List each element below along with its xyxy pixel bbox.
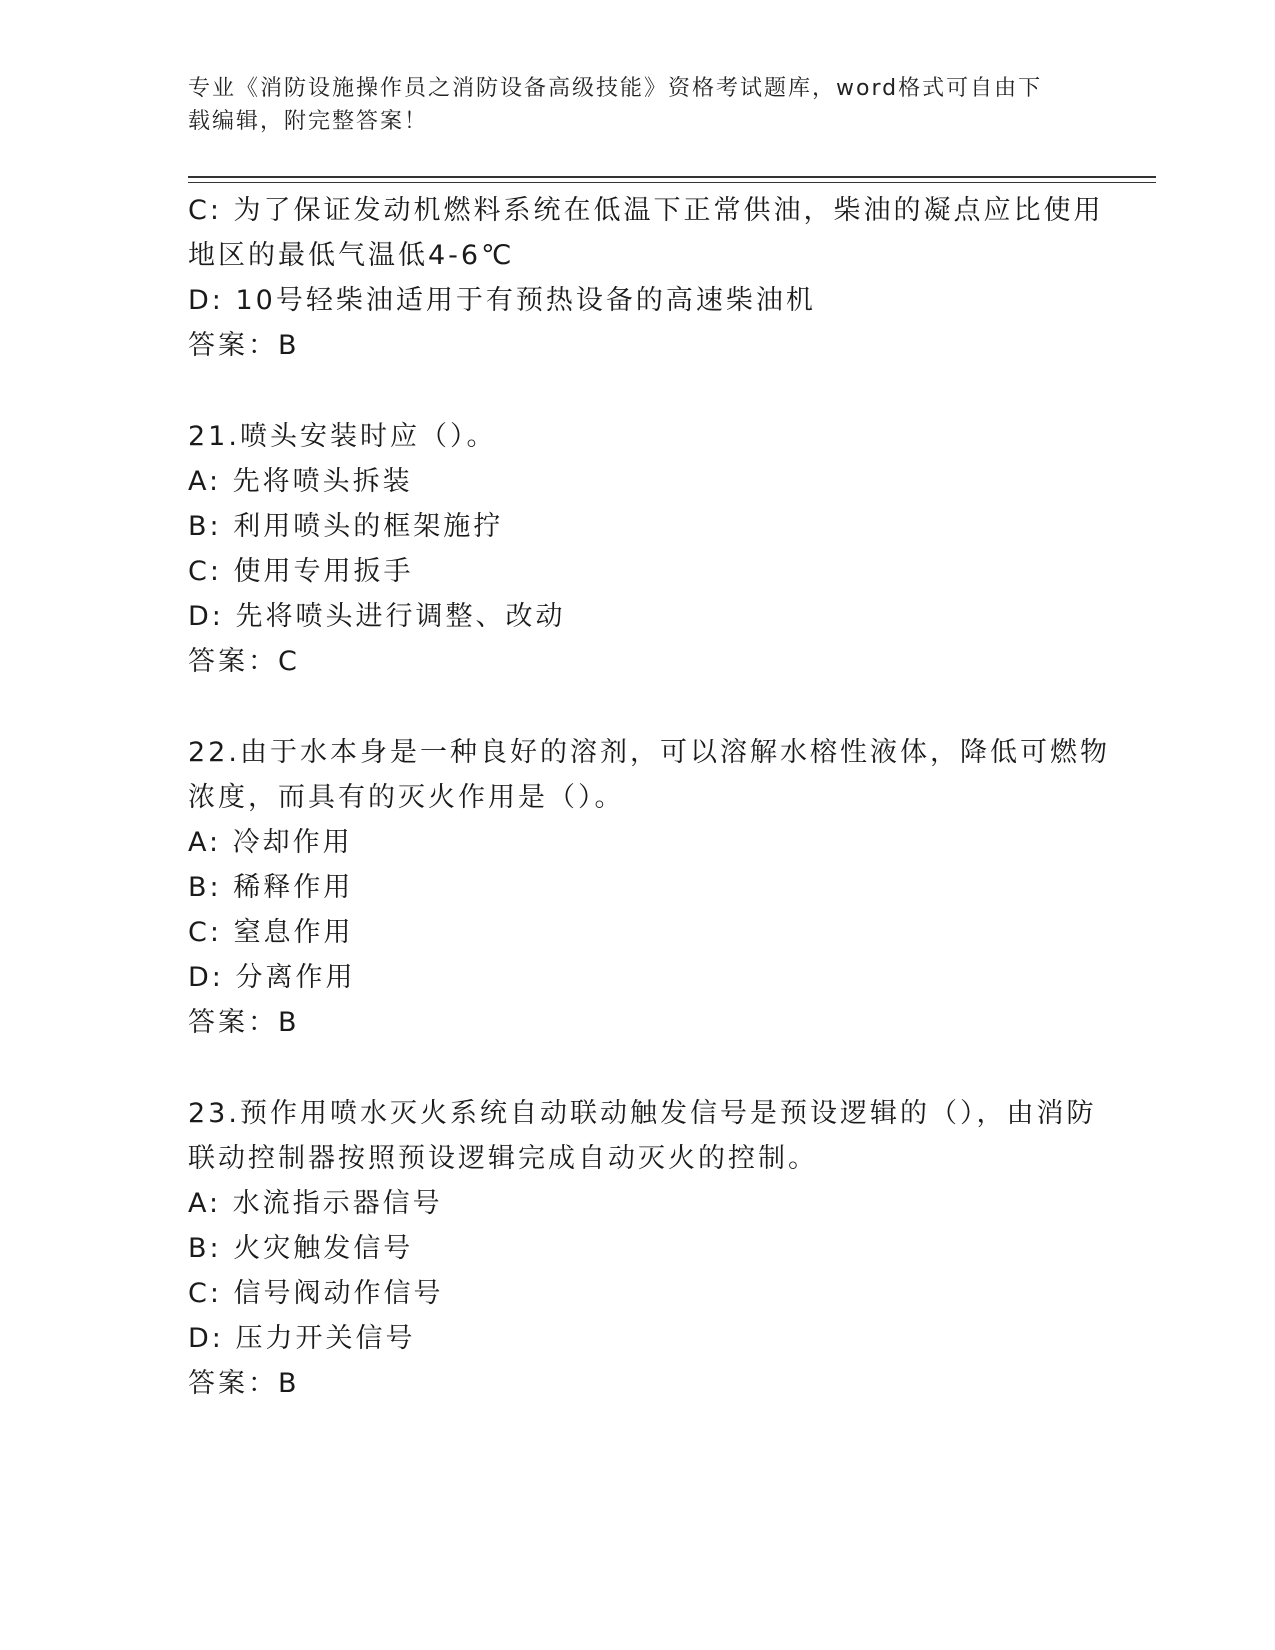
question-stem-line-2: 浓度，而具有的灭火作用是（）。 [188, 782, 625, 813]
option-a: A: 水流指示器信号 [188, 1188, 443, 1219]
option-c: C: 使用专用扳手 [188, 556, 414, 587]
question-stem-line-1: 23.预作用喷水灭火系统自动联动触发信号是预设逻辑的（），由消防 [188, 1098, 1097, 1129]
header-divider-thick [188, 176, 1156, 178]
header-line-2: 载编辑，附完整答案！ [188, 109, 429, 134]
answer-line: 答案：B [188, 1007, 300, 1038]
option-b: B: 稀释作用 [188, 872, 354, 903]
option-b: B: 火灾触发信号 [188, 1233, 414, 1264]
spacer [188, 368, 1088, 414]
answer-line: 答案：B [188, 330, 300, 361]
question-22 [188, 730, 1110, 1045]
header-line-1: 专业《消防设施操作员之消防设备高级技能》资格考试题库，word格式可自由下 [188, 76, 1043, 101]
option-d: D: 分离作用 [188, 962, 356, 993]
question-stem-line-2: 联动控制器按照预设逻辑完成自动灭火的控制。 [188, 1143, 818, 1174]
document-header [188, 72, 1068, 138]
option-c: C: 信号阀动作信号 [188, 1278, 444, 1309]
spacer [188, 684, 1088, 730]
spacer [188, 1045, 1088, 1091]
answer-line: 答案：B [188, 1368, 300, 1399]
option-b: B: 利用喷头的框架施拧 [188, 511, 504, 542]
option-d: D: 先将喷头进行调整、改动 [188, 601, 566, 632]
option-a: A: 先将喷头拆装 [188, 466, 413, 497]
option-c-line-1: C: 为了保证发动机燃料系统在低温下正常供油，柴油的凝点应比使用 [188, 195, 1104, 226]
question-stem-line-1: 22.由于水本身是一种良好的溶剂，可以溶解水榕性液体，降低可燃物 [188, 737, 1110, 768]
question-stem: 21.喷头安装时应（）。 [188, 421, 497, 452]
option-c: C: 窒息作用 [188, 917, 354, 948]
question-23 [188, 1091, 1097, 1406]
option-d: D: 10号轻柴油适用于有预热设备的高速柴油机 [188, 285, 816, 316]
question-21 [188, 414, 1088, 684]
question-list [188, 188, 1110, 1406]
option-c-line-2: 地区的最低气温低4-6℃ [188, 240, 515, 271]
answer-line: 答案：C [188, 646, 300, 677]
option-a: A: 冷却作用 [188, 827, 353, 858]
option-d: D: 压力开关信号 [188, 1323, 416, 1354]
header-divider-thin [188, 182, 1156, 183]
previous-question-tail [188, 188, 1104, 368]
